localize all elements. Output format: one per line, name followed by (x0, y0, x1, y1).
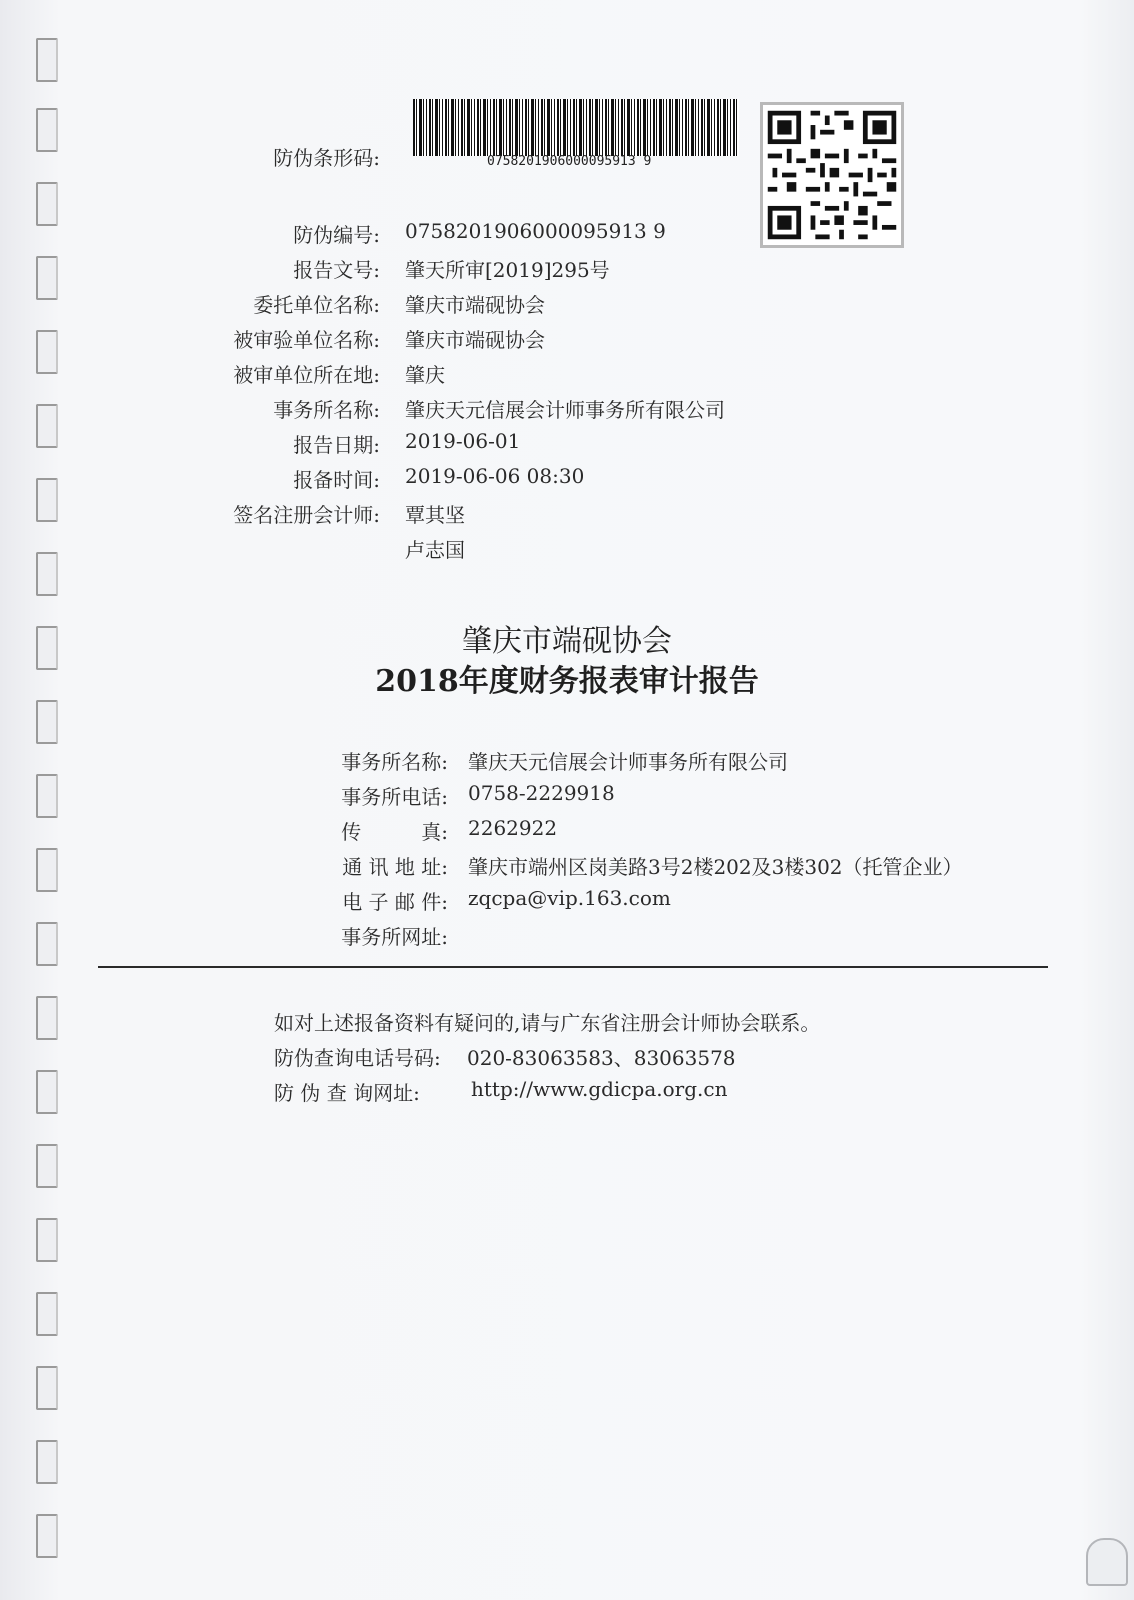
field-value-firm-name: 肇庆天元信展会计师事务所有限公司 (405, 398, 725, 422)
binding-hole (36, 996, 58, 1040)
field-value-filing-time: 2019-06-06 08:30 (405, 464, 585, 488)
field-label: 被审单位所在地: (233, 363, 380, 387)
divider-line (98, 966, 1048, 968)
binding-hole (36, 848, 58, 892)
binding-hole (36, 404, 58, 448)
firm-value-name: 肇庆天元信展会计师事务所有限公司 (468, 750, 788, 774)
field-value-report-no: 肇天所审[2019]295号 (405, 258, 610, 282)
firm-label: 事务所名称: (341, 750, 448, 774)
field-label: 被审验单位名称: (233, 328, 380, 352)
barcode-number: 0758201906000095913 9 (487, 154, 652, 169)
footer-phone-value: 020-83063583、83063578 (467, 1046, 736, 1070)
field-value-client: 肇庆市端砚协会 (405, 293, 545, 317)
firm-label: 事务所电话: (341, 785, 448, 809)
field-value-report-date: 2019-06-01 (405, 429, 521, 453)
field-label: 报告文号: (293, 258, 380, 282)
field-value-cpa-2: 卢志国 (405, 538, 465, 562)
binding-hole (36, 1440, 58, 1484)
field-label: 事务所名称: (273, 398, 380, 422)
field-label: 签名注册会计师: (233, 503, 380, 527)
binding-hole (36, 552, 58, 596)
binding-hole (36, 38, 58, 82)
firm-value-address: 肇庆市端州区岗美路3号2楼202及3楼302（托管企业） (468, 855, 963, 879)
binding-hole (36, 1292, 58, 1336)
firm-label: 通 讯 地 址: (342, 855, 448, 879)
corner-stamp-mark (1086, 1538, 1128, 1586)
footer-url-label: 防 伪 查 询网址: (274, 1081, 420, 1105)
firm-value-phone: 0758-2229918 (468, 781, 615, 805)
field-value-location: 肇庆 (405, 363, 445, 387)
footer-notice: 如对上述报备资料有疑问的,请与广东省注册会计师协会联系。 (274, 1011, 821, 1035)
binding-hole (36, 1514, 58, 1558)
binding-hole (36, 1218, 58, 1262)
qr-code (760, 102, 904, 248)
binding-hole (36, 922, 58, 966)
binding-hole (36, 774, 58, 818)
footer-phone-label: 防伪查询电话号码: (274, 1046, 441, 1070)
firm-label: 传 真: (341, 820, 448, 844)
firm-value-email: zqcpa@vip.163.com (468, 886, 671, 910)
field-label: 委托单位名称: (253, 293, 380, 317)
field-label: 防伪编号: (293, 223, 380, 247)
field-value-anti-counterfeit-no: 0758201906000095913 9 (405, 219, 666, 243)
binding-hole (36, 700, 58, 744)
field-label: 报备时间: (293, 468, 380, 492)
binding-hole (36, 330, 58, 374)
barcode-label: 防伪条形码: (273, 146, 380, 170)
firm-label: 电 子 邮 件: (342, 890, 448, 914)
footer-url-value: http://www.gdicpa.org.cn (471, 1077, 728, 1101)
binding-hole (36, 256, 58, 300)
binding-hole (36, 478, 58, 522)
firm-value-fax: 2262922 (468, 816, 558, 840)
binding-hole (36, 182, 58, 226)
binding-hole (36, 1070, 58, 1114)
report-title-line2: 2018年度财务报表审计报告 (375, 664, 759, 699)
field-value-cpa-1: 覃其坚 (405, 503, 465, 527)
field-value-audited-entity: 肇庆市端砚协会 (405, 328, 545, 352)
anti-counterfeit-barcode (413, 99, 739, 156)
binding-hole (36, 1144, 58, 1188)
binding-hole (36, 108, 58, 152)
report-title-line1: 肇庆市端砚协会 (462, 624, 672, 659)
field-label: 报告日期: (293, 433, 380, 457)
binding-hole (36, 1366, 58, 1410)
firm-label: 事务所网址: (341, 925, 448, 949)
